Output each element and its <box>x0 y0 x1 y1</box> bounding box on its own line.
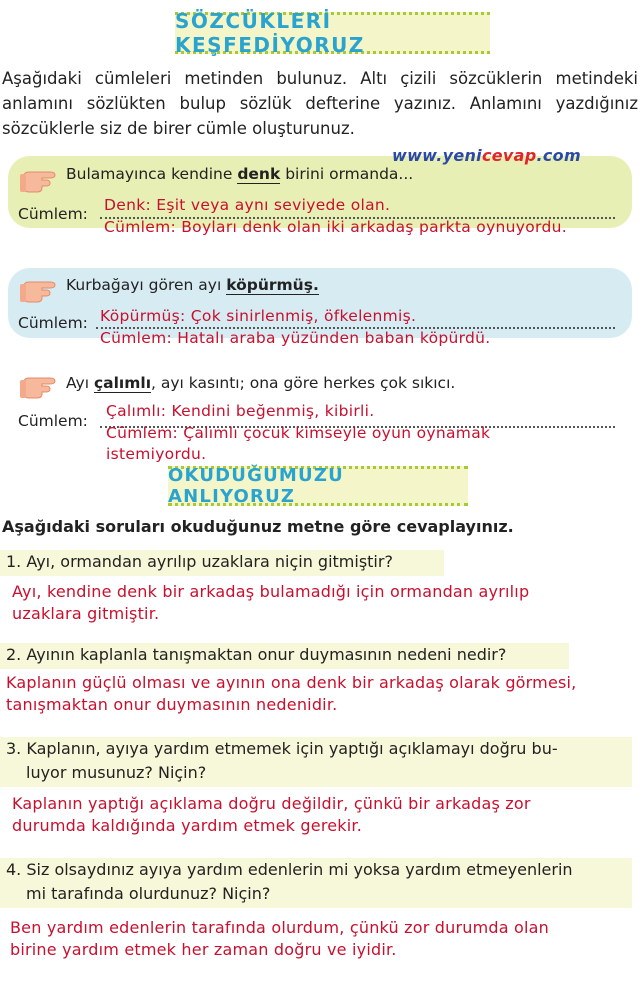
underlined-word: çalımlı <box>93 374 152 392</box>
underlined-word: köpürmüş. <box>226 276 319 294</box>
answer-3-line-1: Kaplanın yaptığı açıklama doğru değildir, çünkü bir arkadaş zor <box>12 794 531 813</box>
section-title: SÖZCÜKLERİ KEŞFEDİYORUZ <box>175 9 365 57</box>
section-title-box <box>175 9 490 57</box>
question-4 <box>0 858 632 908</box>
item-sentence-2 <box>66 276 319 294</box>
answer-meaning: Köpürmüş: Çok sinirlenmiş, öfkelenmiş. <box>100 307 417 325</box>
pointing-hand-icon <box>20 372 62 400</box>
answer-sentence: Cümlem: Hatalı araba yüzünden baban köpürdü. <box>100 329 491 347</box>
answer-2-line-2: tanışmaktan onur duymasının nedenidir. <box>6 695 338 714</box>
instruction: Aşağıdaki soruları okuduğunuz metne göre cevaplayınız. <box>2 517 514 536</box>
answer-sentence: Cümlem: Çalımlı çocuk kimseyle oyun oynamak <box>106 424 491 442</box>
pointing-hand-icon <box>20 166 62 194</box>
answer-sentence-cont: istemiyordu. <box>106 445 207 463</box>
answer-1-line-1: Ayı, kendine denk bir arkadaş bulamadığı için ormandan ayrılıp <box>12 582 530 601</box>
answer-meaning: Çalımlı: Kendini beğenmiş, kibirli. <box>106 402 375 420</box>
answer-1-line-2: uzaklara gitmiştir. <box>12 604 160 623</box>
cumlem-label: Cümlem: <box>18 205 88 223</box>
question-3-line-2: luyor musunuz? Niçin? <box>26 763 207 782</box>
sentence-text: birini ormanda... <box>280 165 414 183</box>
watermark: www.yenicevap.com <box>392 146 581 165</box>
question-3-line-1: 3. Kaplanın, ayıya yardım etmemek için yaptığı açıklamayı doğru bu- <box>6 739 558 758</box>
intro-paragraph: Aşağıdaki cümleleri metinden bulunuz. Altı çizili sözcüklerin metindeki anlamını sözlükten bulup sözlük defterine yazınız. Anlamını yazdığınız sözcüklerle siz de birer cümle oluşturunuz. <box>2 69 638 138</box>
item-sentence-1 <box>66 165 413 183</box>
answer-2-line-1: Kaplanın güçlü olması ve ayının ona denk bir arkadaş olarak görmesi, <box>6 673 577 692</box>
sentence-text: Bulamayınca kendine <box>66 165 238 183</box>
answer-sentence: Cümlem: Boyları denk olan iki arkadaş parkta oynuyordu. <box>104 218 567 236</box>
sentence-text: Kurbağayı gören ayı <box>66 276 227 294</box>
answer-4-line-2: birine yardım etmek her zaman doğru ve iyidir. <box>10 940 397 959</box>
sentence-text: , ayı kasıntı; ona göre herkes çok sıkıcı. <box>151 374 456 392</box>
question-4-line-2: mi tarafında olurdunuz? Niçin? <box>26 884 271 903</box>
question-2: 2. Ayının kaplanla tanışmaktan onur duymasının nedeni nedir? <box>0 643 569 669</box>
cumlem-label: Cümlem: <box>18 314 88 332</box>
question-3 <box>0 737 632 787</box>
answer-4-line-1: Ben yardım edenlerin tarafında olurdum, çünkü zor durumda olan <box>10 918 550 937</box>
question-4-line-1: 4. Siz olsaydınız ayıya yardım edenlerin mi yoksa yardım etmeyenlerin <box>6 860 573 879</box>
sentence-text: Ayı <box>66 374 94 392</box>
section2-title: OKUDUĞUMUZU ANLIYORUZ <box>168 465 344 507</box>
underlined-word: denk <box>237 165 281 183</box>
question-1: 1. Ayı, ormandan ayrılıp uzaklara niçin gitmiştir? <box>0 550 444 576</box>
answer-3-line-2: durumda kaldığında yardım etmek gerekir. <box>12 816 362 835</box>
cumlem-label: Cümlem: <box>18 412 88 430</box>
answer-meaning: Denk: Eşit veya aynı seviyede olan. <box>104 196 391 214</box>
pointing-hand-icon <box>20 276 62 304</box>
section2-title-box <box>168 466 468 506</box>
item-sentence-3 <box>66 374 455 392</box>
